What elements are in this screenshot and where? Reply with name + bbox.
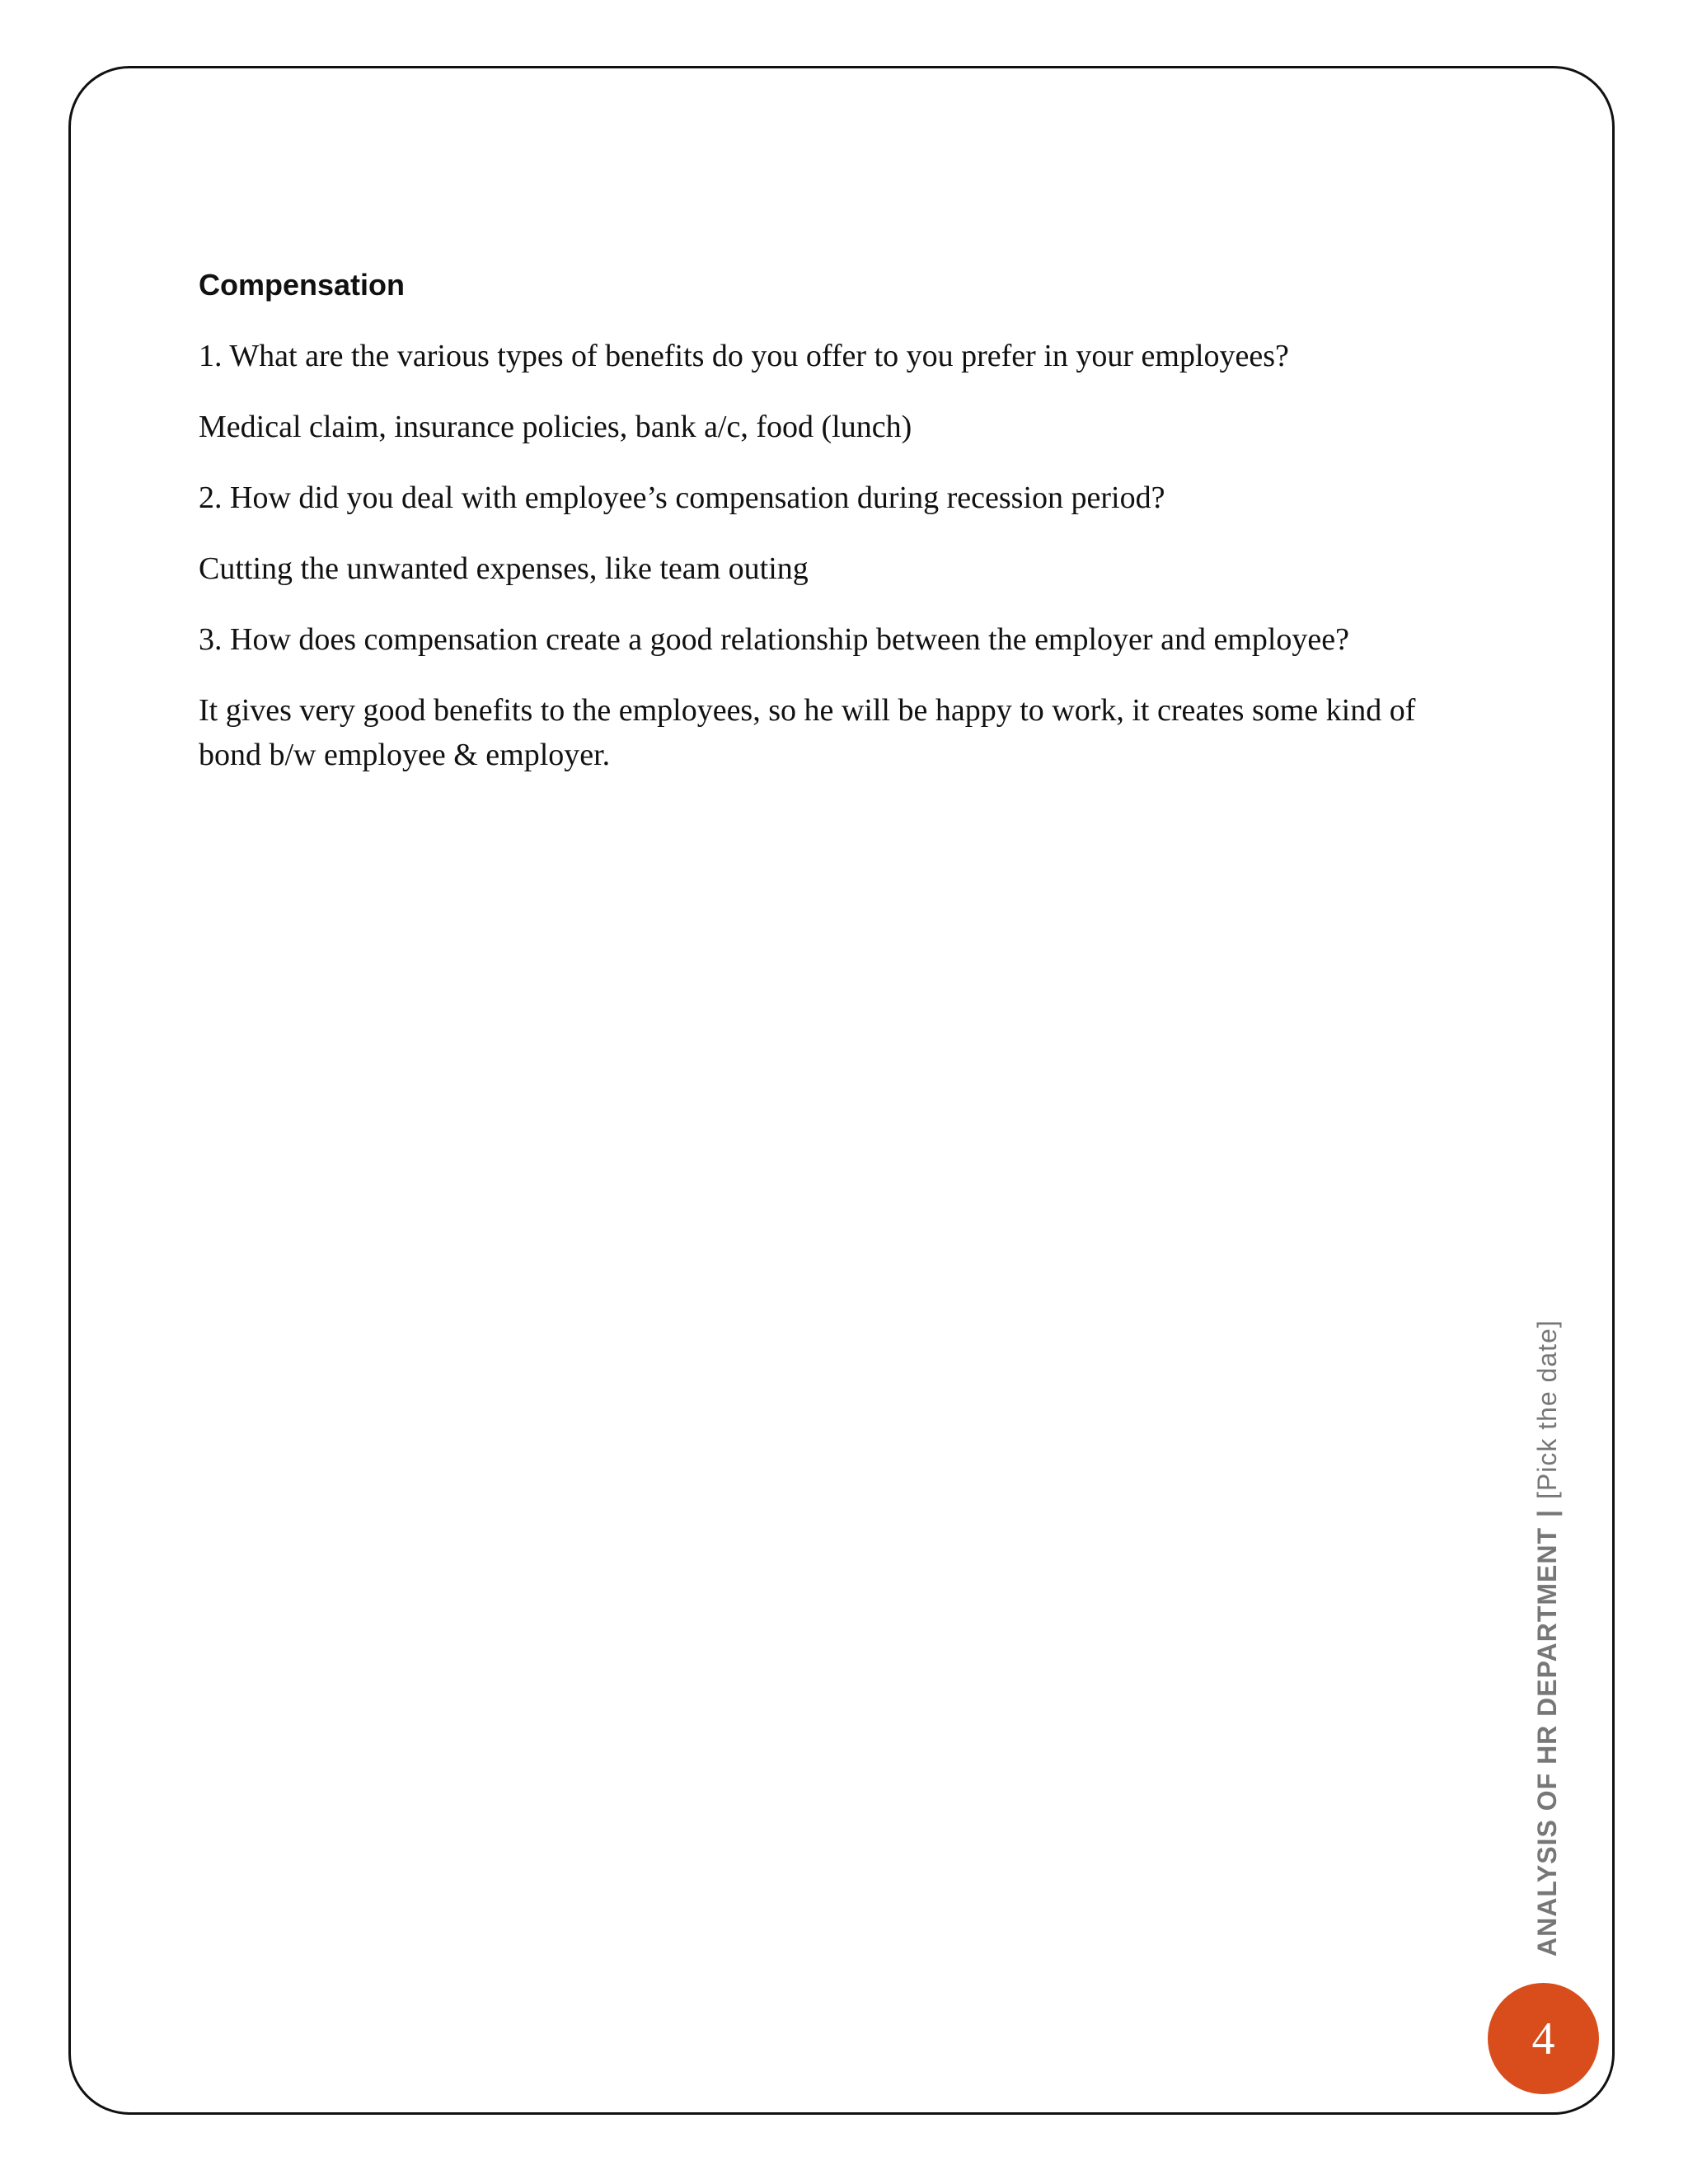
page-number-badge (1488, 1983, 1599, 2094)
answer-3: It gives very good benefits to the employees, so he will be happy to work, it creates some kind of bond b/w employee & employer. (199, 693, 1416, 772)
page-number: 4 (1531, 2013, 1555, 2064)
date-placeholder[interactable]: [Pick the date] (1532, 1319, 1562, 1500)
answer-1: Medical claim, insurance policies, bank a/c, food (lunch) (199, 410, 912, 444)
question-3: 3. How does compensation create a good relationship between the employer and employee? (199, 622, 1350, 657)
question-2: 2. How did you deal with employee’s compensation during recession period? (199, 480, 1165, 515)
footer-separator: | (1532, 1509, 1562, 1517)
document-side-title: ANALYSIS OF HR DEPARTMENT (1532, 1526, 1562, 1957)
document-body (199, 265, 1476, 777)
vertical-footer-label (1531, 1319, 1564, 1957)
question-1: 1. What are the various types of benefits do you offer to you prefer in your employees? (199, 339, 1289, 373)
answer-2: Cutting the unwanted expenses, like team outing (199, 551, 809, 586)
section-title: Compensation (199, 268, 406, 302)
